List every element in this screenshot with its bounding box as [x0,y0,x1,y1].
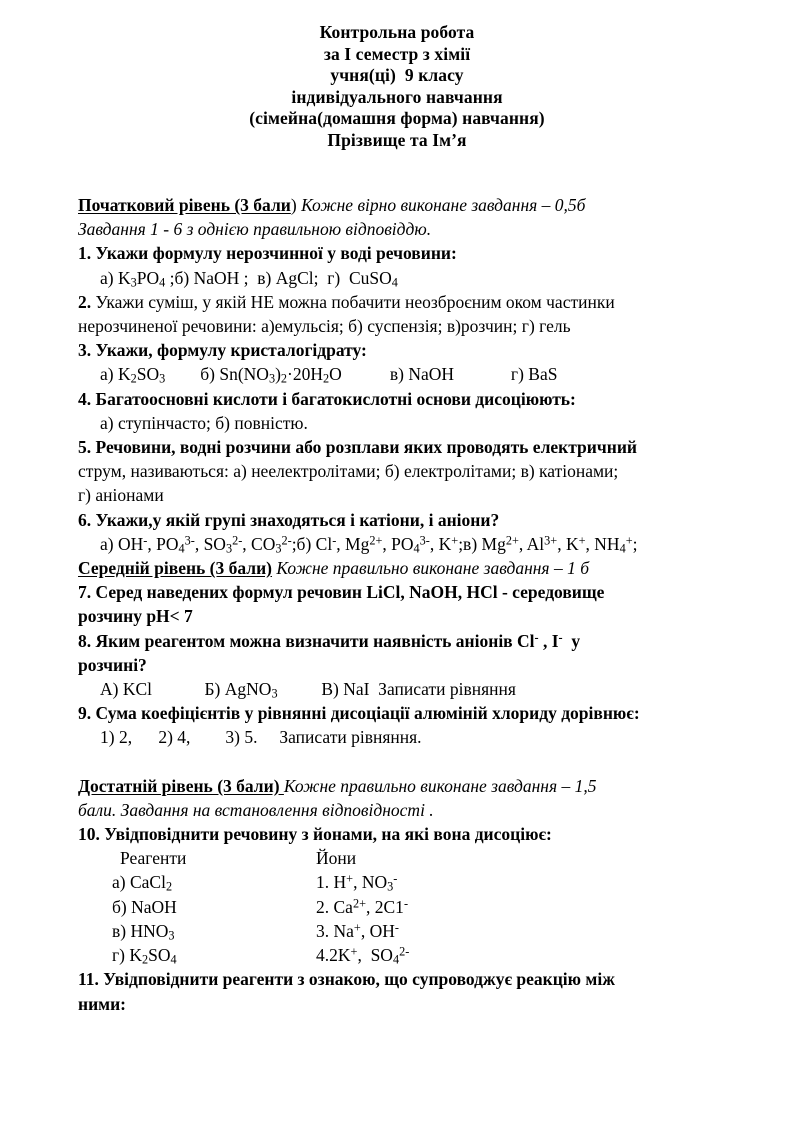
question-6-number: 6. [78,509,92,530]
question-11-number: 11 [78,969,95,990]
reagent-item-b: б) NaOH [112,896,177,917]
table-header-row [78,846,409,870]
question-8: 8. Яким реагентом можна визначити наявність аніонів Cl- , I- у [78,630,581,651]
question-9 [78,701,762,725]
reagent-item-g: г) $K_2SO_4$ [112,945,177,967]
document-body [0,169,794,1016]
question-9-number: 9. [78,703,92,724]
question-3 [78,338,762,362]
question-7 [78,580,762,604]
question-10 [78,822,762,846]
question-10-text: . Увідповіднити речовину з йонами, на які вона дисоціює: [95,824,552,845]
level-beginner-note2-text: Завдання 1 - 6 з однією правильною відповіддю. [78,219,432,240]
level-sufficient-label: Достатній рівень (3 бали) [78,775,284,796]
column-header-ions: Йони [316,848,357,869]
spacer-after-title [78,169,762,193]
reagent-item-v: в) $HNO_3$ [112,920,175,943]
question-4 [78,387,762,411]
title-line-3: учня(ці) 9 класу [330,65,464,85]
title-line-4: індивідуального навчання [291,86,503,107]
question-7-text: Серед наведених формул речовин LiCl, NaOH, HCl - середовище [91,582,605,603]
question-7-number: 7. [78,582,92,603]
question-4-number: 4. [78,388,92,409]
column-header-reagents: Реагенти [120,848,187,869]
question-8-number: 8. [78,630,92,651]
level-middle-heading [78,556,762,580]
question-11-text: . Увідповіднити реагенти з ознакою, що супроводжує реакцію між [94,969,615,990]
question-6-text: Укажи,у якій групі знаходяться і катіони, і аніони? [91,509,500,530]
question-6-answers: а) OH-, $PO_4^{3-}$, $SO_3^{2-}$, $CO_3^{2-};б$) Cl-, $Mg^{2+}$, $PO_4^{3-}$, K+;в) $Mg^{2+}$, $Al^{3+}$, K+, $NH_4^+$; [100,533,638,556]
question-1-number: 1. [78,243,92,264]
level-beginner-heading [78,193,762,217]
title-line-6: Прізвище та Ім’я [327,129,467,150]
ion-item-2: 2. $Ca^{2+}$, 2C1- [316,896,409,917]
level-middle-note: Кожне правильно виконане завдання – 1 б [272,558,589,579]
question-2-text: Укажи суміш, у якій НЕ можна побачити неозброєним оком частинки [91,291,615,312]
question-5-text2: струм, називаються: а) неелектролітами; б) електролітами; в) катіонами; [78,461,619,482]
ion-item-4: 4.2K+, $SO_4^{2-}$ [316,944,410,967]
level-sufficient-note2-text: бали. Завдання на встановлення відповідності . [78,799,434,820]
ion-item-1: 1. H+, $NO_3^-$ [316,871,398,895]
question-4-text: Багатоосновні кислоти і багатокислотні основи дисоціюють: [91,388,576,409]
question-1-answers: а) $K_3PO_4$ ;б) NaOH ; в) AgCl; г) CuSO$_4$ [100,267,398,290]
level-beginner-paren: ) [290,195,297,215]
question-11 [78,967,762,991]
question-7-text2: розчину рН< 7 [78,606,193,627]
spacer-before-sufficient [78,750,762,774]
question-3-answers: а) $K_2SO_3$ б) $Sn(NO_3)_2\cdot 20H_2O$ в) NaOH г) BaS [100,364,558,387]
question-8-text2: розчині? [78,654,147,675]
question-1-text: Укажи формулу нерозчинної у воді речовини: [91,243,457,264]
title-line-2: за I семестр з хімії [323,43,471,64]
question-9-answers: 1) 2, 2) 4, 3) 5. Записати рівняння. [100,727,422,748]
question-3-text: Укажи, формулу кристалогідрату: [91,340,367,361]
level-sufficient-heading [78,774,762,798]
level-beginner-label: Початковий рівень (3 бали [78,195,291,215]
question-2 [78,290,762,314]
reagent-item-a: а) CaCl$_2$ [112,872,173,895]
question-5-text: Речовини, водні розчини або розплави яких проводять електричний [91,437,637,458]
question-3-number: 3. [78,340,92,361]
document-title-block [0,0,794,151]
question-10-number: 10 [78,824,96,845]
question-5-number: 5. [78,437,92,458]
level-sufficient-note2 [78,798,762,822]
table-row [78,943,409,967]
title-line-1: Контрольна робота [319,22,475,42]
table-row [78,870,409,894]
level-beginner-note2 [78,217,762,241]
question-5 [78,435,762,459]
question-2-text2: нерозчиненої речовини: а)емульсія; б) суспензія; в)розчин; г) гель [78,316,571,337]
title-line-5: (сімейна(домашня форма) навчання) [249,108,545,128]
question-5-text3: г) аніонами [78,485,164,506]
question-8-answers: А) KCl Б) AgNO$_3$ В) NaI Записати рівняння [100,679,516,701]
level-middle-label: Середній рівень (3 бали) [78,558,273,579]
level-beginner-note: Кожне вірно виконане завдання – 0,5б [296,195,586,215]
question-1 [78,241,762,265]
question-4-answers: а) ступінчасто; б) повністю. [100,412,308,433]
level-sufficient-note: Кожне правильно виконане завдання – 1,5 [283,775,597,796]
question-6 [78,508,762,532]
question-11-text2: ними: [78,993,126,1014]
question-9-text: Сума коефіцієнтів у рівнянні дисоціації алюміній хлориду дорівнює: [91,703,640,724]
table-row [78,919,409,943]
table-row [78,895,409,919]
question-2-number: 2. [78,291,92,312]
ion-item-3: 3. Na+, OH- [316,920,399,941]
question-10-matching-table [78,846,409,967]
